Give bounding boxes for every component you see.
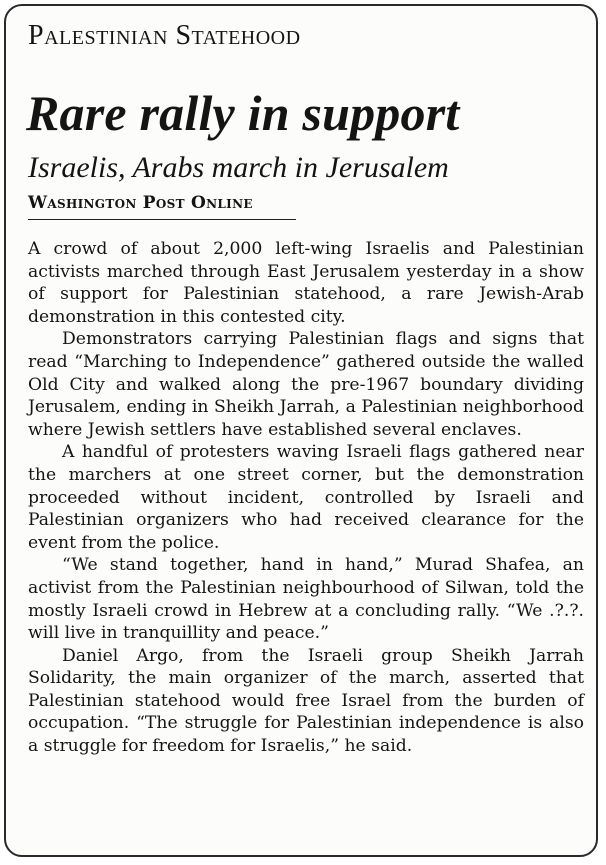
source-credit: Washington Post Online bbox=[28, 193, 253, 213]
article-clipping bbox=[4, 4, 598, 857]
article-body bbox=[28, 238, 584, 758]
divider bbox=[28, 219, 296, 220]
subheadline: Israelis, Arabs march in Jerusalem bbox=[28, 151, 449, 184]
paragraph: Demonstrators carrying Palestinian flags and signs that read “Marching to Independence” gathered outside the walled Old City and walked along the pre-1967 boundary dividing Jerusalem, ending in Sheikh Jarrah, a Palestinian neighborhood where Jewish settlers have established several enclaves. bbox=[28, 329, 584, 440]
paragraph: Daniel Argo, from the Israeli group Sheikh Jarrah Solidarity, the main organizer of the march, asserted that Palestinian statehood would free Israel from the burden of occupation. “The struggle for Palestinian independence is also a struggle for freedom for Israelis,” he said. bbox=[28, 645, 584, 757]
kicker: Palestinian Statehood bbox=[28, 20, 301, 51]
paragraph: A handful of protesters waving Israeli flags gathered near the marchers at one street corner, but the demonstration proceeded without incident, controlled by Israeli and Palestinian organizers who had received clearance for the event from the police. bbox=[28, 442, 584, 553]
paragraph: A crowd of about 2,000 left-wing Israelis and Palestinian activists marched through East Jerusalem yesterday in a show of support for Palestinian statehood, a rare Jewish-Arab demonstration in this contested city. bbox=[28, 239, 584, 327]
headline: Rare rally in support bbox=[26, 85, 460, 141]
paragraph: “We stand together, hand in hand,” Murad Shafea, an activist from the Palestinian neighbourhood of Silwan, told the mostly Israeli crowd in Hebrew at a concluding rally. “We .?.?. will live in tranquillity and peace.” bbox=[28, 555, 584, 644]
